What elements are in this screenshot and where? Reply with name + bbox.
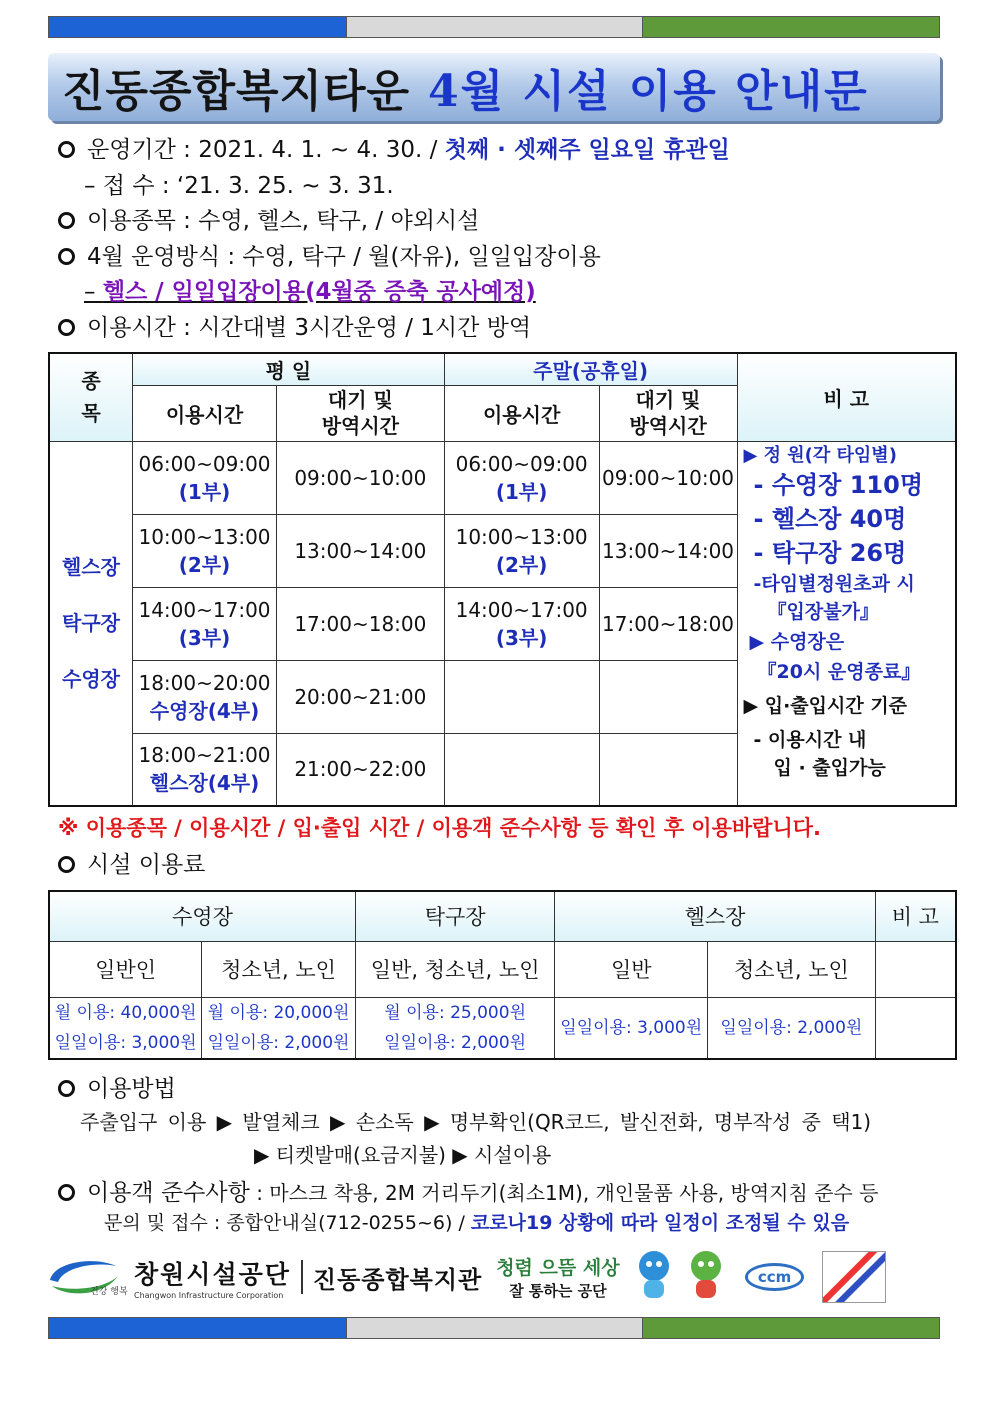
receipt-line: – 접 수 : ‘21. 3. 25. ~ 3. 31. (84, 173, 394, 199)
usage-title: 이용방법 (58, 1070, 176, 1103)
tt-fee: 월 이용: 25,000원 일일이용: 2,000원 (355, 997, 555, 1059)
gym-youth-fee: 일일이용: 2,000원 (708, 997, 876, 1059)
table-row: 10:00~13:00 (2부) (133, 514, 277, 587)
weekend-header: 주말(공휴일) (444, 353, 737, 385)
circle-bullet-icon (58, 212, 75, 229)
hours-line: 이용시간 : 시간대별 3시간운영 / 1시간 방역 (58, 309, 531, 342)
org-name: 창원시설공단 Changwon Infrastructure Corporation (134, 1259, 291, 1300)
table-row: 14:00~17:00 (3부) (444, 587, 599, 660)
weekday-use-time-header: 이용시간 (133, 385, 277, 441)
weekend-wait-header: 대기 및 방역시간 (599, 385, 737, 441)
title-facility: 진동종합복지타운 (62, 66, 411, 117)
wait-cell: 20:00~21:00 (276, 660, 444, 733)
circle-bullet-icon (58, 141, 75, 158)
empty-cell (875, 941, 956, 997)
wait-cell: 13:00~14:00 (276, 514, 444, 587)
pool-youth-fee: 월 이용: 20,000원 일일이용: 2,000원 (202, 997, 356, 1059)
corporation-logo-icon: 건강 행복 (44, 1252, 122, 1302)
gym-youth-header: 청소년, 노인 (708, 941, 876, 997)
health-construction-note: 헬스 / 일일입장이용(4월중 증축 공사예정) (102, 279, 536, 305)
schedule-table (48, 352, 957, 807)
empty-cell (599, 733, 737, 806)
wait-cell: 09:00~10:00 (276, 441, 444, 514)
page-title (48, 53, 940, 121)
empty-cell (599, 660, 737, 733)
circle-bullet-icon (58, 1184, 75, 1201)
weekday-wait-header: 대기 및 방역시간 (276, 385, 444, 441)
gym-header: 헬스장 (555, 891, 875, 941)
gym-general-header: 일반 (555, 941, 708, 997)
circle-bullet-icon (58, 319, 75, 336)
arrow-icon: ▶ (216, 1110, 233, 1134)
wait-cell: 13:00~14:00 (599, 514, 737, 587)
circle-bullet-icon (58, 1080, 75, 1097)
circle-bullet-icon (58, 248, 75, 265)
arrow-icon: ▶ (330, 1110, 346, 1134)
tt-header: 탁구장 (355, 891, 555, 941)
tt-general-header: 일반, 청소년, 노인 (355, 941, 555, 997)
fee-remarks-header: 비 고 (875, 891, 956, 941)
period-line: 운영기간 : 2021. 4. 1. ~ 4. 30. / 첫째 · 셋째주 일요일 휴관일 (58, 131, 730, 164)
weekend-use-time-header: 이용시간 (444, 385, 599, 441)
weekday-header: 평 일 (133, 353, 445, 385)
arrow-icon: ▶ (452, 1143, 468, 1167)
pool-header: 수영장 (49, 891, 355, 941)
col-type-header: 종 목 (49, 353, 133, 441)
usage-steps-2: ▶ 티켓발매(요금지불) ▶ 시설이용 (254, 1143, 552, 1167)
center-name: 진동종합복지관 (312, 1265, 483, 1294)
pool-general-fee: 월 이용: 40,000원 일일이용: 3,000원 (49, 997, 202, 1059)
pool-youth-header: 청소년, 노인 (202, 941, 356, 997)
contact-line: 문의 및 접수 : 종합안내실(712-0255~6) / 코로나19 상황에 따라 일정이 조정될 수 있음 (104, 1212, 850, 1234)
ccm-logo-icon: ccm (740, 1263, 810, 1291)
table-row: 06:00~09:00 (1부) (133, 441, 277, 514)
method-line: 4월 운영방식 : 수영, 탁구 / 월(자유), 일일입장이용 (58, 238, 601, 271)
arrow-icon: ▶ (254, 1143, 270, 1167)
certification-emblem-icon (822, 1251, 886, 1303)
wait-cell: 09:00~10:00 (599, 441, 737, 514)
items-line: 이용종목 : 수영, 헬스, 탁구, / 야외시설 (58, 202, 479, 235)
remarks-notes: ▶ 정 원(각 타임별) - 수영장 110명 - 헬스장 40명 - 탁구장 26명 -타임별정원초과 시 『입장불가』 ▶ 수영장은 『20시 운영종료』 ▶ 입·출입시간 기준 - 이용시간 내 입 · 출입가능 (737, 441, 956, 806)
table-row: 14:00~17:00 (3부) (133, 587, 277, 660)
closed-day-note: 첫째 · 셋째주 일요일 휴관일 (444, 137, 730, 163)
table-row: 10:00~13:00 (2부) (444, 514, 599, 587)
pool-general-header: 일반인 (49, 941, 202, 997)
fee-title: 시설 이용료 (58, 846, 205, 879)
mascot-green-icon (684, 1248, 728, 1306)
wait-cell: 17:00~18:00 (599, 587, 737, 660)
table-row: 18:00~21:00 헬스장(4부) (133, 733, 277, 806)
top-color-bar (48, 16, 940, 38)
usage-steps-1: 주출입구 이용 ▶ 발열체크 ▶ 손소독 ▶ 명부확인(QR코드, 발신전화, 명부작성 중 택1) (80, 1110, 872, 1134)
covid-note: 코로나19 상황에 따라 일정이 조정될 수 있음 (470, 1212, 850, 1234)
gym-general-fee: 일일이용: 3,000원 (555, 997, 708, 1059)
empty-cell (444, 733, 599, 806)
wait-cell: 21:00~22:00 (276, 733, 444, 806)
footer-logos (44, 1248, 944, 1306)
health-note-line: – 헬스 / 일일입장이용(4월중 증축 공사예정) (84, 279, 536, 305)
title-month-notice: 4월 시설 이용 안내문 (428, 66, 869, 117)
warning-note: ※ 이용종목 / 이용시간 / 입·출입 시간 / 이용객 준수사항 등 확인 후 이용바랍니다. (58, 816, 822, 840)
mascot-blue-icon (632, 1248, 676, 1306)
empty-cell (444, 660, 599, 733)
circle-bullet-icon (58, 856, 75, 873)
arrow-icon: ▶ (424, 1110, 440, 1134)
remarks-header: 비 고 (737, 353, 956, 441)
fee-table (48, 890, 957, 1060)
empty-cell (875, 997, 956, 1059)
wait-cell: 17:00~18:00 (276, 587, 444, 660)
slogan-logo: 청렴 으뜸 세상 잘 통하는 공단 (496, 1257, 620, 1300)
table-row: 18:00~20:00 수영장(4부) (133, 660, 277, 733)
bottom-color-bar (48, 1317, 940, 1339)
facility-list: 헬스장 탁구장 수영장 (49, 441, 133, 806)
table-row: 06:00~09:00 (1부) (444, 441, 599, 514)
rules-line: 이용객 준수사항 : 마스크 착용, 2M 거리두기(최소1M), 개인물품 사용, 방역지침 준수 등 (58, 1174, 878, 1207)
